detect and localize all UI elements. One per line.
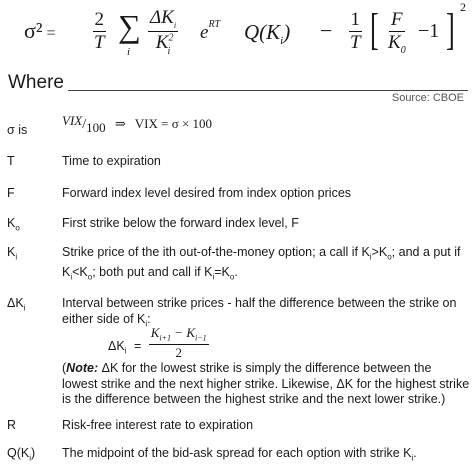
def-t-text: Time to expiration [62, 154, 161, 168]
def-f-symbol: F [7, 186, 15, 200]
formula-fraction-dk-over-k2: $\Delta K_i$ $K^2_i$ [150, 7, 177, 58]
def-ki-symbol: $K_i$ [7, 245, 18, 262]
source-credit: Source: CBOE [391, 92, 464, 104]
left-bracket: [ [370, 5, 379, 54]
formula-fraction-1-over-t: $\frac{1}{T}$ [350, 9, 361, 53]
formula-fraction-2-over-t: $\frac{2}{T}$ [94, 9, 105, 53]
def-dki-symbol: $\Delta K_i$ [7, 296, 26, 313]
formula-q-ki: $Q(K_i)$ [244, 20, 291, 48]
def-r-text: Risk-free interest rate to expiration [62, 418, 254, 432]
def-r-symbol: R [7, 418, 17, 432]
def-t-symbol: T [7, 154, 15, 168]
where-divider [68, 90, 468, 91]
def-dki-text: Interval between strike prices - half the difference between the strike on either side of $K_i$: [62, 296, 457, 328]
formula-fraction-f-over-k0: $\frac{F}{K_0}$ [388, 9, 406, 56]
def-ki-text: Strike price of the ith out-of-the-money option; a call if $K_i>K_o$; and a put if $K_i<K_o$; both put and call if $K_i=K_o$. [62, 245, 461, 282]
def-k0-text: First strike below the forward index level, F [62, 216, 299, 230]
sum-index: i [127, 46, 131, 58]
right-bracket: ] [446, 5, 455, 54]
def-qki-text: The midpoint of the bid-ask spread for each option with strike $K_i$. [62, 446, 417, 463]
def-sigma-formula: VIX/100 ⇒ VIX = σ × 100 [62, 113, 213, 135]
formula-square-exponent: 2 [460, 0, 466, 14]
where-heading: Where [8, 72, 64, 93]
formula-exponential: $e^{RT}$ [200, 18, 221, 43]
formula-minus-one: −1 [418, 20, 440, 42]
def-k0-symbol: $K_o$ [7, 216, 20, 233]
formula-minus: − [320, 18, 333, 43]
dki-equation: $\Delta K_i$ = $\frac{K_{i+1} - K_{i-1}}{2}$ [108, 325, 207, 360]
sum-symbol: ∑ [118, 8, 141, 44]
def-qki-symbol: $Q(K_i)$ [7, 446, 36, 463]
vix-variance-formula [0, 0, 474, 70]
dki-note: (Note: ΔK for the lowest strike is simply the difference between the lowest strike and the next higher strike. Likewise, ΔK for the highest strike is the difference between the highest strike and the next lower strike.) [62, 361, 470, 406]
def-f-text: Forward index level desired from index option prices [62, 186, 352, 200]
formula-lhs: σ² = [24, 18, 56, 43]
def-sigma-symbol: σ is [7, 123, 28, 137]
